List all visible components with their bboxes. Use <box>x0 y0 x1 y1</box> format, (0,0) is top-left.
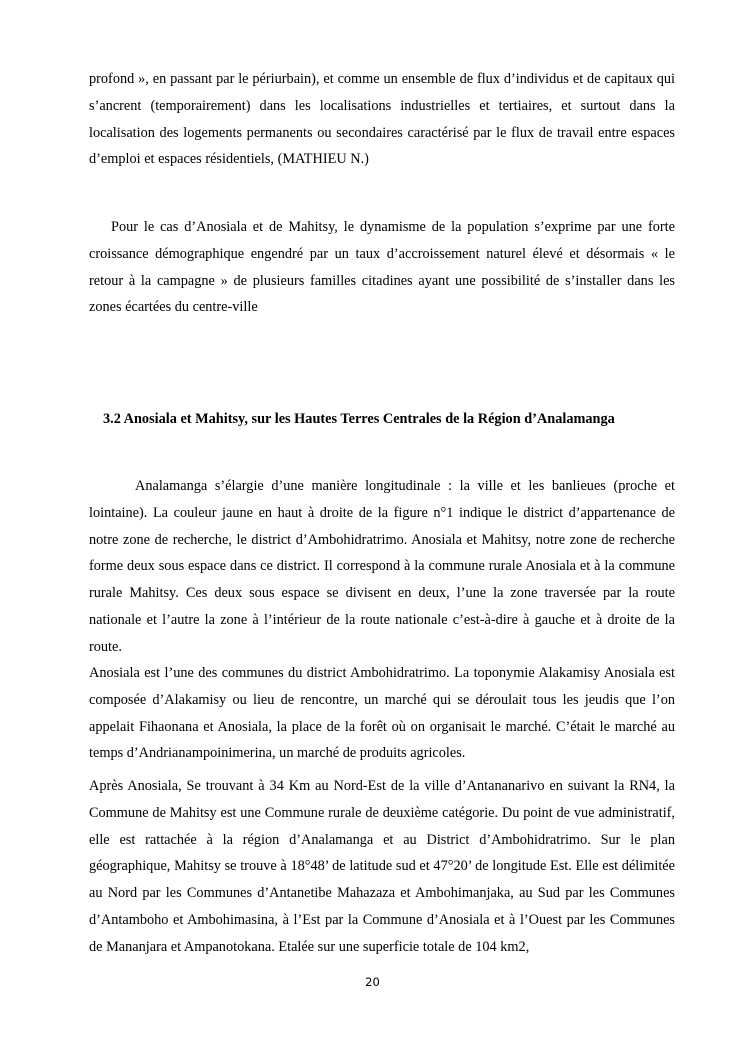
paragraph-population-dynamics: Pour le cas d’Anosiala et de Mahitsy, le dynamisme de la population s’exprime par une forte croissance démographique engendré par un taux d’accroissement naturel élevé et désormais « le retour à la campagne » de plusieurs familles citadines ayant une possibilité de s’installer dans les zones écartées du centre-ville <box>89 219 675 316</box>
paragraph-urban-flux: profond », en passant par le périurbain), et comme un ensemble de flux d’individus et de capitaux qui s’ancrent (temporairement) dans les localisations industrielles et tertiaires, et surtout dans la localisation des logements permanents ou secondaires caractérisé par le flux de travail entre espaces d’emploi et espaces résidentiels, (MATHIEU N.) <box>89 71 675 168</box>
paragraph-anosiala: Anosiala est l’une des communes du district Ambohidratrimo. La toponymie Alakamisy Anosiala est composée d’Alakamisy ou lieu de rencontre, un marché qui se déroulait tous les jeudis que l’on appelait Fihaonana et Anosiala, la place de la forêt où on organisait le marché. C’était le marché au temps d’Andrianampoinimerina, un marché de produits agricoles. <box>89 665 675 762</box>
paragraph-mahitsy: Après Anosiala, Se trouvant à 34 Km au Nord-Est de la ville d’Antananarivo en suivant la RN4, la Commune de Mahitsy est une Commune rurale de deuxième catégorie. Du point de vue administratif, elle est rattachée à la région d’Analamanga et au District d’Ambohidratrimo. Sur le plan géographique, Mahitsy se trouve à 18°48’ de latitude sud et 47°20’ de longitude Est. Elle est délimitée au Nord par les Communes d’Antanetibe Mahazaza et Ambohimanjaka, au Sud par les Communes d’Antamboho et Ambohimasina, à l’Est par la Commune d’Anosiala et à l’Ouest par les Communes de Mananjara et Ampanotokana. Etalée sur une superficie totale de 104 km2, <box>89 778 675 955</box>
page-number: 20 <box>365 975 380 989</box>
paragraph-analamanga: Analamanga s’élargie d’une manière longitudinale : la ville et les banlieues (proche et lointaine). La couleur jaune en haut à droite de la figure n°1 indique le district d’appartenance de notre zone de recherche, le district d’Ambohidratrimo. Anosiala et Mahitsy, notre zone de recherche forme deux sous espace dans ce district. Il correspond à la commune rurale Anosiala et à la commune rurale Mahitsy. Ces deux sous espace se divisent en deux, l’une la zone traversée par la route nationale et l’autre la zone à l’intérieur de la route nationale c’est-à-dire à gauche et à droite de la route. <box>89 478 675 655</box>
section-heading: 3.2 Anosiala et Mahitsy, sur les Hautes Terres Centrales de la Région d’Analamanga <box>103 411 615 427</box>
